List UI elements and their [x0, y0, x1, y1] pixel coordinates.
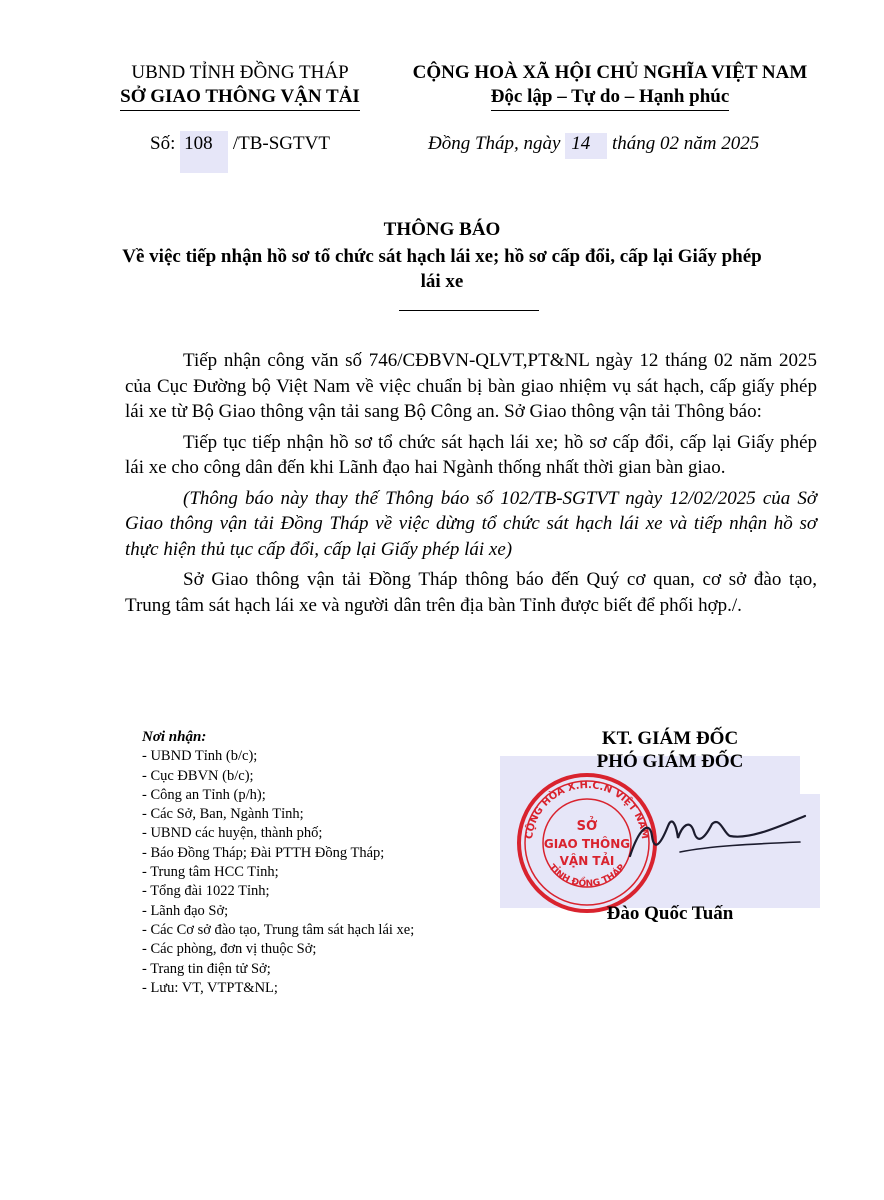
- agency-parent: UBND TỈNH ĐỒNG THÁP: [131, 62, 349, 83]
- recipient-item: - Trang tin điện tử Sở;: [142, 960, 271, 977]
- recipients-heading: Nơi nhận:: [142, 729, 207, 745]
- handwritten-signature: [620, 796, 820, 876]
- doc-number-value: 108: [180, 131, 228, 173]
- svg-text:VẬN TẢI: VẬN TẢI: [559, 854, 615, 868]
- signatory-name: Đào Quốc Tuấn: [606, 903, 734, 924]
- document-subject: Về việc tiếp nhận hồ sơ tổ chức sát hạch lái xe; hồ sơ cấp đổi, cấp lại Giấy phép lái xe: [122, 246, 762, 292]
- doc-number-suffix: /TB-SGTVT: [232, 133, 330, 154]
- signatory-line1: KT. GIÁM ĐỐC: [601, 728, 739, 749]
- date-day: 14: [565, 133, 607, 159]
- nation-name: CỘNG HOÀ XÃ HỘI CHỦ NGHĨA VIỆT NAM: [412, 62, 808, 83]
- recipient-item: - Cục ĐBVN (b/c);: [142, 767, 254, 784]
- recipient-item: - Các phòng, đơn vị thuộc Sở;: [142, 941, 317, 958]
- recipient-item: - Công an Tỉnh (p/h);: [142, 786, 266, 803]
- recipients-list: [142, 728, 502, 998]
- svg-text:TỈNH ĐỒNG THÁP: TỈNH ĐỒNG THÁP: [546, 862, 628, 890]
- svg-text:GIAO THÔNG: GIAO THÔNG: [543, 837, 631, 851]
- doc-number-prefix: Số:: [150, 133, 176, 154]
- recipient-item: - Các Sở, Ban, Ngành Tỉnh;: [142, 806, 304, 823]
- body-paragraph: Tiếp nhận công văn số 746/CĐBVN-QLVT,PT&NL ngày 12 tháng 02 năm 2025 của Cục Đường bộ Việt Nam về việc chuẩn bị bàn giao nhiệm vụ sát hạch, cấp giấy phép lái xe từ Bộ Giao thông vận tải sang Bộ Công an. Sở Giao thông vận tải Thông báo:: [125, 350, 817, 422]
- signatory-line2: PHÓ GIÁM ĐỐC: [596, 751, 744, 772]
- document-title: THÔNG BÁO: [383, 219, 501, 240]
- recipient-item: - Tổng đài 1022 Tỉnh;: [142, 883, 270, 900]
- agency-name: SỞ GIAO THÔNG VẬN TẢI: [120, 85, 360, 111]
- document-number: [150, 133, 330, 173]
- svg-text:CỘNG HÒA X.H.C.N VIỆT NAM: CỘNG HÒA X.H.C.N VIỆT NAM: [524, 779, 651, 840]
- date-rest: tháng 02 năm 2025: [611, 133, 760, 154]
- signatory-title: [520, 727, 820, 773]
- national-heading: [395, 61, 825, 111]
- recipient-item: - Trung tâm HCC Tỉnh;: [142, 864, 279, 881]
- recipient-item: - UBND Tỉnh (b/c);: [142, 748, 258, 765]
- body-paragraph: Sở Giao thông vận tải Đồng Tháp thông báo đến Quý cơ quan, cơ sở đào tạo, Trung tâm sát hạch lái xe và người dân trên địa bàn Tỉnh được biết để phối hợp./.: [125, 569, 817, 616]
- svg-text:SỞ: SỞ: [576, 819, 598, 834]
- recipient-item: - Lưu: VT, VTPT&NL;: [142, 979, 278, 996]
- date-place: Đồng Tháp, ngày: [428, 133, 561, 154]
- document-date: [428, 133, 759, 159]
- recipient-item: - Báo Đồng Tháp; Đài PTTH Đồng Tháp;: [142, 844, 385, 861]
- recipient-item: - Các Cơ sở đào tạo, Trung tâm sát hạch lái xe;: [142, 921, 415, 938]
- document-body: [125, 348, 817, 623]
- issuing-agency: [100, 61, 380, 111]
- recipients-items: [142, 747, 502, 998]
- nation-motto: Độc lập – Tự do – Hạnh phúc: [491, 85, 730, 111]
- recipient-item: - UBND các huyện, thành phố;: [142, 825, 323, 842]
- subject-divider: [399, 310, 539, 311]
- recipient-item: - Lãnh đạo Sở;: [142, 902, 229, 919]
- body-paragraph: Tiếp tục tiếp nhận hồ sơ tổ chức sát hạch lái xe; hồ sơ cấp đổi, cấp lại Giấy phép lái xe cho công dân đến khi Lãnh đạo hai Ngành thống nhất thời gian bàn giao.: [125, 431, 817, 478]
- body-note-paragraph: (Thông báo này thay thế Thông báo số 102/TB-SGTVT ngày 12/02/2025 của Sở Giao thông vận tải Đồng Tháp về việc dừng tổ chức sát hạch lái xe và tiếp nhận hồ sơ thực hiện thủ tục cấp đổi, cấp lại Giấy phép lái xe): [125, 487, 817, 560]
